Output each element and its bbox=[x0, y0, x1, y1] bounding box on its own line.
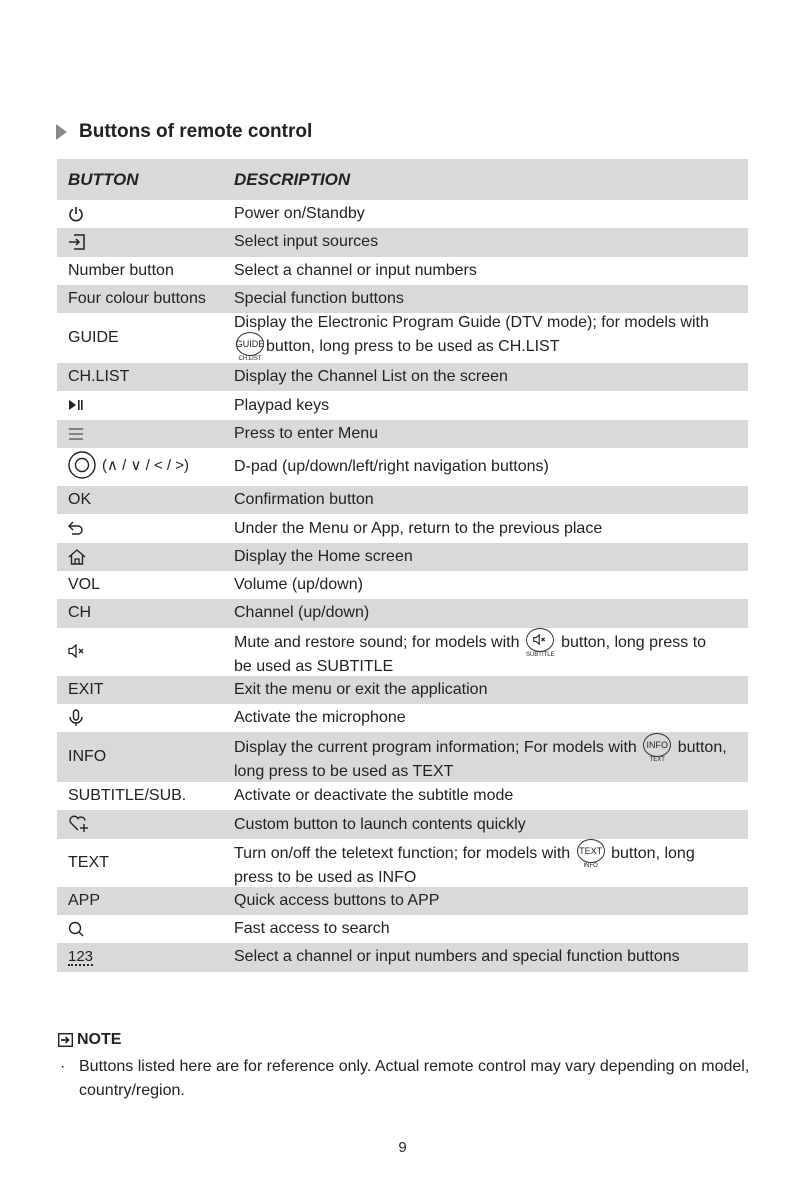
table-row bbox=[57, 448, 748, 486]
home-icon bbox=[68, 549, 86, 565]
table-row bbox=[57, 363, 748, 391]
triangle-bullet-icon bbox=[56, 124, 67, 140]
row-button-label: TEXT bbox=[68, 853, 109, 871]
table-row bbox=[57, 943, 748, 971]
row-description bbox=[234, 313, 748, 363]
row-description bbox=[234, 628, 748, 676]
custom-heart-icon bbox=[68, 815, 90, 833]
mute-badge-icon: SUBTITLE bbox=[526, 628, 555, 658]
back-icon bbox=[68, 521, 84, 535]
row-description: Power on/Standby bbox=[234, 205, 365, 223]
row-description: Channel (up/down) bbox=[234, 599, 748, 627]
row-description: Fast access to search bbox=[234, 920, 390, 938]
power-icon bbox=[68, 206, 84, 222]
table-row bbox=[57, 228, 748, 256]
table-row bbox=[57, 599, 748, 627]
remote-buttons-table bbox=[57, 159, 748, 972]
row-description: Volume (up/down) bbox=[234, 576, 363, 594]
row-description: Display the Channel List on the screen bbox=[234, 363, 748, 391]
row-description: Display the Home screen bbox=[234, 543, 748, 571]
row-description: Activate or deactivate the subtitle mode bbox=[234, 787, 514, 805]
row-description: Exit the menu or exit the application bbox=[234, 676, 748, 704]
row-description: Press to enter Menu bbox=[234, 420, 748, 448]
table-header-row bbox=[57, 159, 748, 200]
microphone-icon bbox=[68, 709, 84, 727]
row-button-label: APP bbox=[57, 887, 234, 915]
row-button-label: EXIT bbox=[57, 676, 234, 704]
guide-badge-icon: GUIDE CH.LIST bbox=[236, 332, 264, 362]
row-description: Select a channel or input numbers bbox=[234, 261, 477, 279]
row-button-label: Four colour buttons bbox=[57, 285, 234, 313]
table-row bbox=[57, 391, 748, 419]
row-button-label: GUIDE bbox=[68, 329, 119, 347]
row-button-label: SUBTITLE/SUB. bbox=[68, 787, 187, 805]
input-source-icon bbox=[68, 234, 86, 250]
table-row bbox=[57, 486, 748, 514]
table-row bbox=[57, 313, 748, 363]
table-row bbox=[57, 543, 748, 571]
row-description: Quick access buttons to APP bbox=[234, 887, 748, 915]
desc-line: Display the Electronic Program Guide (DTV mode); for models with bbox=[234, 314, 709, 332]
desc-line: press to be used as INFO bbox=[234, 868, 417, 886]
table-row bbox=[57, 200, 748, 228]
row-button-label: VOL bbox=[68, 576, 101, 594]
row-description: Custom button to launch contents quickly bbox=[234, 810, 748, 838]
row-description: Activate the microphone bbox=[234, 709, 406, 726]
search-icon bbox=[68, 921, 84, 937]
dpad-arrows: (∧ / ∨ / < / >) bbox=[102, 456, 189, 474]
table-row bbox=[57, 628, 748, 676]
note-text: Buttons listed here are for reference only. Actual remote control may vary depending on model, country/region. bbox=[79, 1058, 750, 1099]
desc-line: long press to be used as TEXT bbox=[234, 763, 454, 781]
row-description: Under the Menu or App, return to the previous place bbox=[234, 519, 603, 537]
desc-line: Display the current program information; For models with INFO TEXT button, bbox=[234, 733, 748, 763]
table-row bbox=[57, 887, 748, 915]
heading-text: Buttons of remote control bbox=[79, 121, 313, 142]
note-section bbox=[58, 1031, 758, 1103]
table-row bbox=[57, 704, 748, 732]
num-123-icon: 123 bbox=[68, 948, 94, 966]
row-description bbox=[234, 839, 748, 887]
table-row bbox=[57, 782, 748, 810]
row-description: Select input sources bbox=[234, 228, 748, 256]
row-button-label: CH bbox=[57, 599, 234, 627]
table-row bbox=[57, 420, 748, 448]
table-row bbox=[57, 915, 748, 943]
row-description: Special function buttons bbox=[234, 285, 748, 313]
play-pause-icon bbox=[68, 398, 84, 412]
note-body bbox=[58, 1055, 758, 1103]
row-button-label: Number button bbox=[68, 261, 174, 279]
note-icon bbox=[58, 1033, 73, 1047]
table-row bbox=[57, 676, 748, 704]
row-button-label: OK bbox=[57, 486, 234, 514]
table-row bbox=[57, 810, 748, 838]
dpad-icon bbox=[68, 451, 96, 479]
desc-line: be used as SUBTITLE bbox=[234, 657, 394, 675]
text-badge-icon: TEXT INFO bbox=[577, 839, 605, 869]
row-description: Select a channel or input numbers and special function buttons bbox=[234, 943, 748, 971]
table-row bbox=[57, 839, 748, 887]
row-button-label: INFO bbox=[57, 732, 234, 782]
row-description: D-pad (up/down/left/right navigation buttons) bbox=[234, 458, 549, 476]
desc-line: Turn on/off the teletext function; for models with TEXT INFO button, long bbox=[234, 839, 748, 869]
row-description: Playpad keys bbox=[234, 396, 330, 414]
mute-icon bbox=[68, 644, 86, 658]
table-row bbox=[57, 514, 748, 542]
note-title: NOTE bbox=[58, 1031, 758, 1049]
row-description bbox=[234, 732, 748, 782]
table-row bbox=[57, 732, 748, 782]
header-description: DESCRIPTION bbox=[234, 159, 748, 200]
desc-line: GUIDE CH.LIST button, long press to be used as CH.LIST bbox=[234, 332, 748, 362]
row-description: Confirmation button bbox=[234, 486, 748, 514]
section-heading bbox=[56, 121, 312, 143]
bullet: · bbox=[60, 1058, 66, 1075]
table-row bbox=[57, 285, 748, 313]
page-number: 9 bbox=[398, 1139, 407, 1156]
info-badge-icon: INFO TEXT bbox=[643, 733, 671, 763]
header-button: BUTTON bbox=[57, 159, 234, 200]
table-row bbox=[57, 571, 748, 599]
desc-line: Mute and restore sound; for models with SUBTITLE button, long press to bbox=[234, 628, 748, 658]
table-row bbox=[57, 257, 748, 285]
row-button-label: CH.LIST bbox=[57, 363, 234, 391]
menu-icon bbox=[68, 427, 84, 441]
